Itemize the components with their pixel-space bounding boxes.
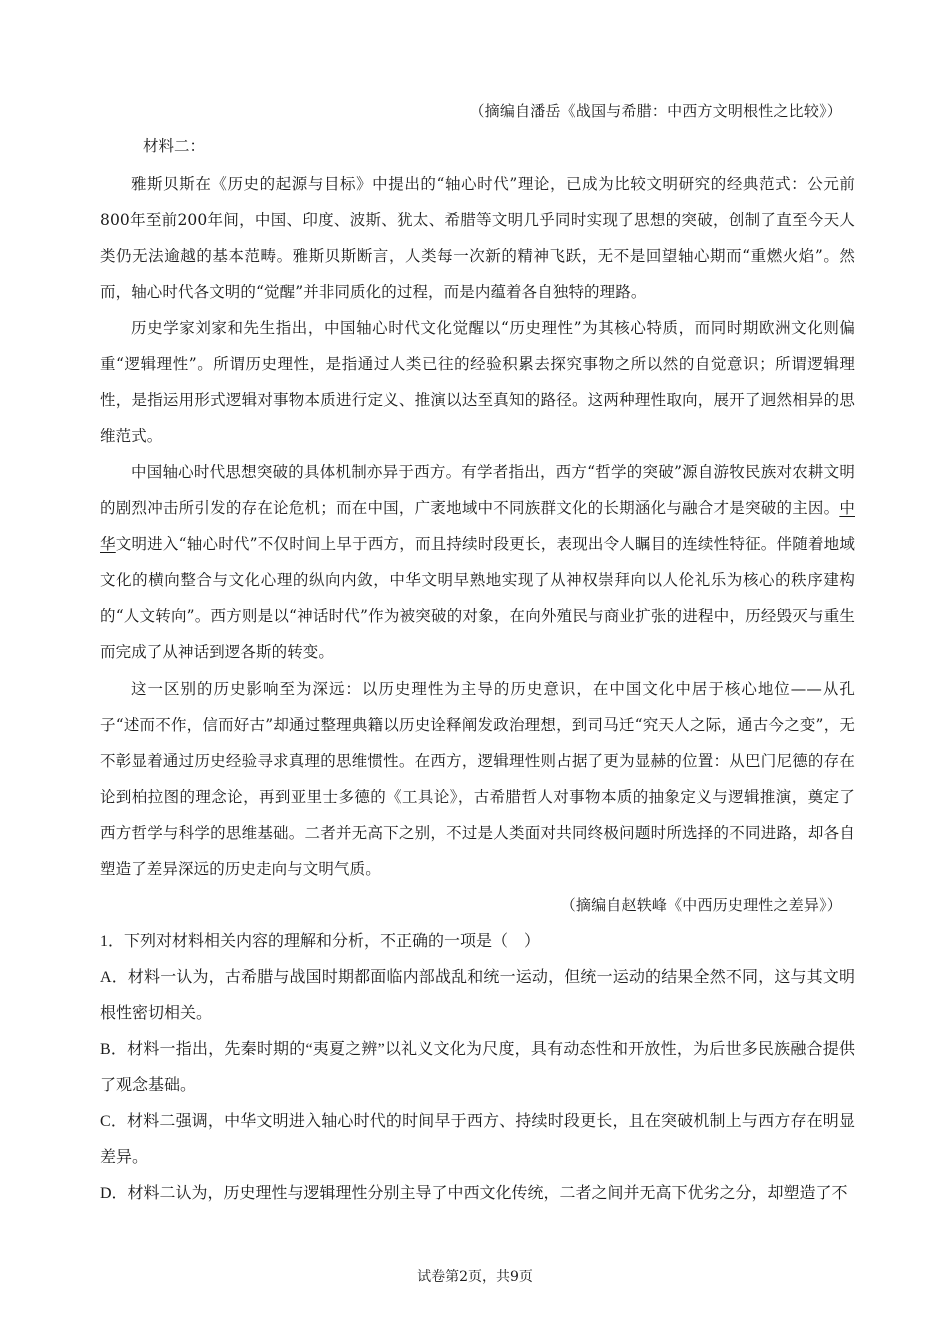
underlined-term: 中华 — [100, 499, 855, 553]
option-d: D．材料二认为，历史理性与逻辑理性分别主导了中西文化传统，二者之间并无高下优劣之分，却塑造了不 — [100, 1185, 848, 1202]
option-c: C．材料二强调，中华文明进入轴心时代的时间早于西方、持续时段更长，且在突破机制上与西方存在明显差异。 — [100, 1113, 855, 1166]
page-footer: 试卷第2页，共9页 — [417, 1269, 533, 1285]
material-2-label: 材料二： — [143, 137, 206, 155]
source-citation-2: （摘编自赵轶峰《中西历史理性之差异》） — [560, 896, 842, 914]
option-b: B．材料一指出，先秦时期的“夷夏之辨”以礼义文化为尺度，具有动态性和开放性，为后世多民族融合提供了观念基础。 — [100, 1041, 855, 1094]
option-a: A．材料一认为，古希腊与战国时期都面临内部战乱和统一运动，但统一运动的结果全然不同，这与其文明根性密切相关。 — [100, 969, 855, 1022]
question-stem: 1．下列对材料相关内容的理解和分析，不正确的一项是（ ） — [100, 933, 541, 950]
paragraph-3-part-b: 文明进入“轴心时代”不仅时间上早于西方，而且持续时段更长，表现出令人瞩目的连续性特征。伴随着地域文化的横向整合与文化心理的纵向内敛，中华文明早熟地实现了从神权崇拜向以人伦礼乐为核心的秩序建构的“人文转向”。西方则是以“神话时代”作为被突破的对象，在向外殖民与商业扩张的进程中，历经毁灭与重生而完成了从神话到逻各斯的转变。 — [100, 535, 856, 661]
paragraph-2: 历史学家刘家和先生指出，中国轴心时代文化觉醒以“历史理性”为其核心特质，而同时期欧洲文化则偏重“逻辑理性”。所谓历史理性，是指通过人类已往的经验积累去探究事物之所以然的自觉意识；所谓逻辑理性，是指运用形式逻辑对事物本质进行定义、推演以达至真知的路径。这两种理性取向，展开了迥然相异的思维范式。 — [100, 319, 855, 445]
paragraph-1: 雅斯贝斯在《历史的起源与目标》中提出的“轴心时代”理论，已成为比较文明研究的经典范式：公元前800年至前200年间，中国、印度、波斯、犹太、希腊等文明几乎同时实现了思想的突破，创制了直至今天人类仍无法逾越的基本范畴。雅斯贝斯断言，人类每一次新的精神飞跃，无不是回望轴心期而“重燃火焰”。然而，轴心时代各文明的“觉醒”并非同质化的过程，而是内蕴着各自独特的理路。 — [100, 175, 855, 301]
paragraph-4: 这一区别的历史影响至为深远：以历史理性为主导的历史意识，在中国文化中居于核心地位——从孔子“述而不作，信而好古”却通过整理典籍以历史诠释阐发政治理想，到司马迁“究天人之际，通古今之变”，无不彰显着通过历史经验寻求真理的思维惯性。在西方，逻辑理性则占据了更为显赫的位置：从巴门尼德的存在论到柏拉图的理念论，再到亚里士多德的《工具论》，古希腊哲人对事物本质的抽象定义与逻辑推演，奠定了西方哲学与科学的思维基础。二者并无高下之别，不过是人类面对共同终极问题时所选择的不同进路，却各自塑造了差异深远的历史走向与文明气质。 — [100, 680, 855, 878]
source-citation-1: （摘编自潘岳《战国与希腊：中西方文明根性之比较》） — [469, 102, 842, 120]
paragraph-3 — [100, 454, 855, 670]
paragraph-3-part-a: 中国轴心时代思想突破的具体机制亦异于西方。有学者指出，西方“哲学的突破”源自游牧民族对农耕文明的剧烈冲击所引发的存在论危机；而在中国，广袤地域中不同族群文化的长期涵化与融合才是突破的主因。 — [100, 463, 855, 517]
